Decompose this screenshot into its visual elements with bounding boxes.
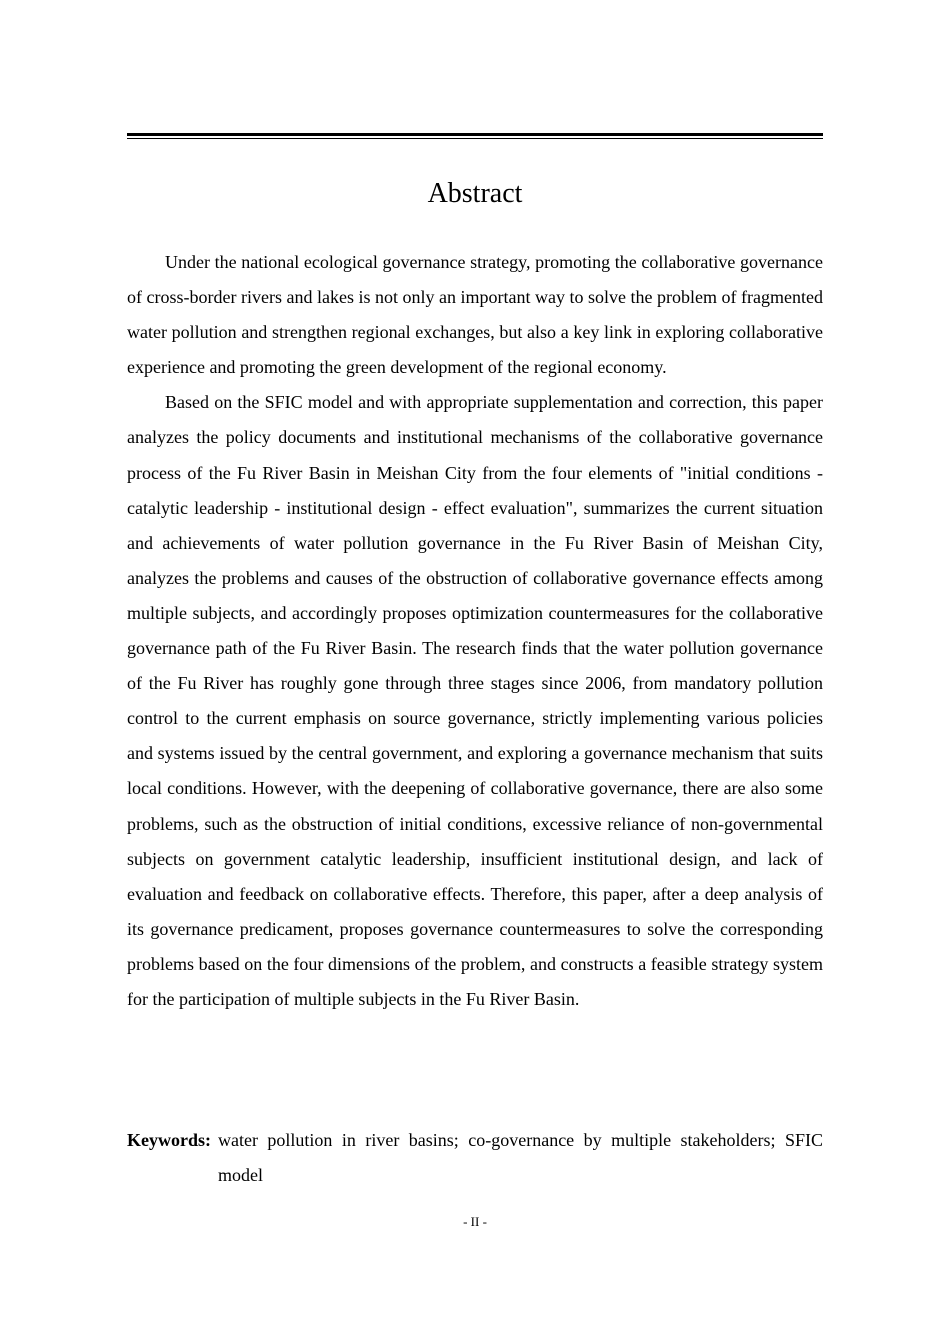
abstract-paragraph-1: Under the national ecological governance strategy, promoting the collaborative governance of cross-border rivers and lakes is not only an important way to solve the problem of fragmented water pollution and strengthen regional exchanges, but also a key link in exploring collaborative experience and promoting the green development of the regional economy.: [127, 252, 823, 378]
abstract-body: [127, 245, 823, 1017]
keywords-block: [127, 1123, 823, 1193]
abstract-paragraph-2: Based on the SFIC model and with appropriate supplementation and correction, this paper analyzes the policy documents and institutional mechanisms of the collaborative governance process of the Fu River Basin in Meishan City from the four elements of "initial conditions - catalytic leadership - institutional design - effect evaluation", summarizes the current situation and achievements of water pollution governance in the Fu River Basin of Meishan City, analyzes the problems and causes of the obstruction of collaborative governance effects among multiple subjects, and accordingly proposes optimization countermeasures for the collaborative governance path of the Fu River Basin. The research finds that the water pollution governance of the Fu River has roughly gone through three stages since 2006, from mandatory pollution control to the current emphasis on source governance, strictly implementing various policies and systems issued by the central government, and exploring a governance mechanism that suits local conditions. However, with the deepening of collaborative governance, there are also some problems, such as the obstruction of initial conditions, excessive reliance of non-governmental subjects on government catalytic leadership, insufficient institutional design, and lack of evaluation and feedback on collaborative effects. Therefore, this paper, after a deep analysis of its governance predicament, proposes governance countermeasures to solve the corresponding problems based on the four dimensions of the problem, and constructs a feasible strategy system for the participation of multiple subjects in the Fu River Basin.: [127, 392, 823, 1009]
keywords-label: Keywords:: [127, 1130, 211, 1150]
keywords-text: water pollution in river basins; co-governance by multiple stakeholders; SFIC model: [218, 1130, 823, 1186]
header-rule-thick: [127, 133, 823, 136]
page-title: Abstract: [427, 178, 523, 209]
page-number: - II -: [463, 1214, 487, 1229]
header-rule-thin: [127, 138, 823, 139]
